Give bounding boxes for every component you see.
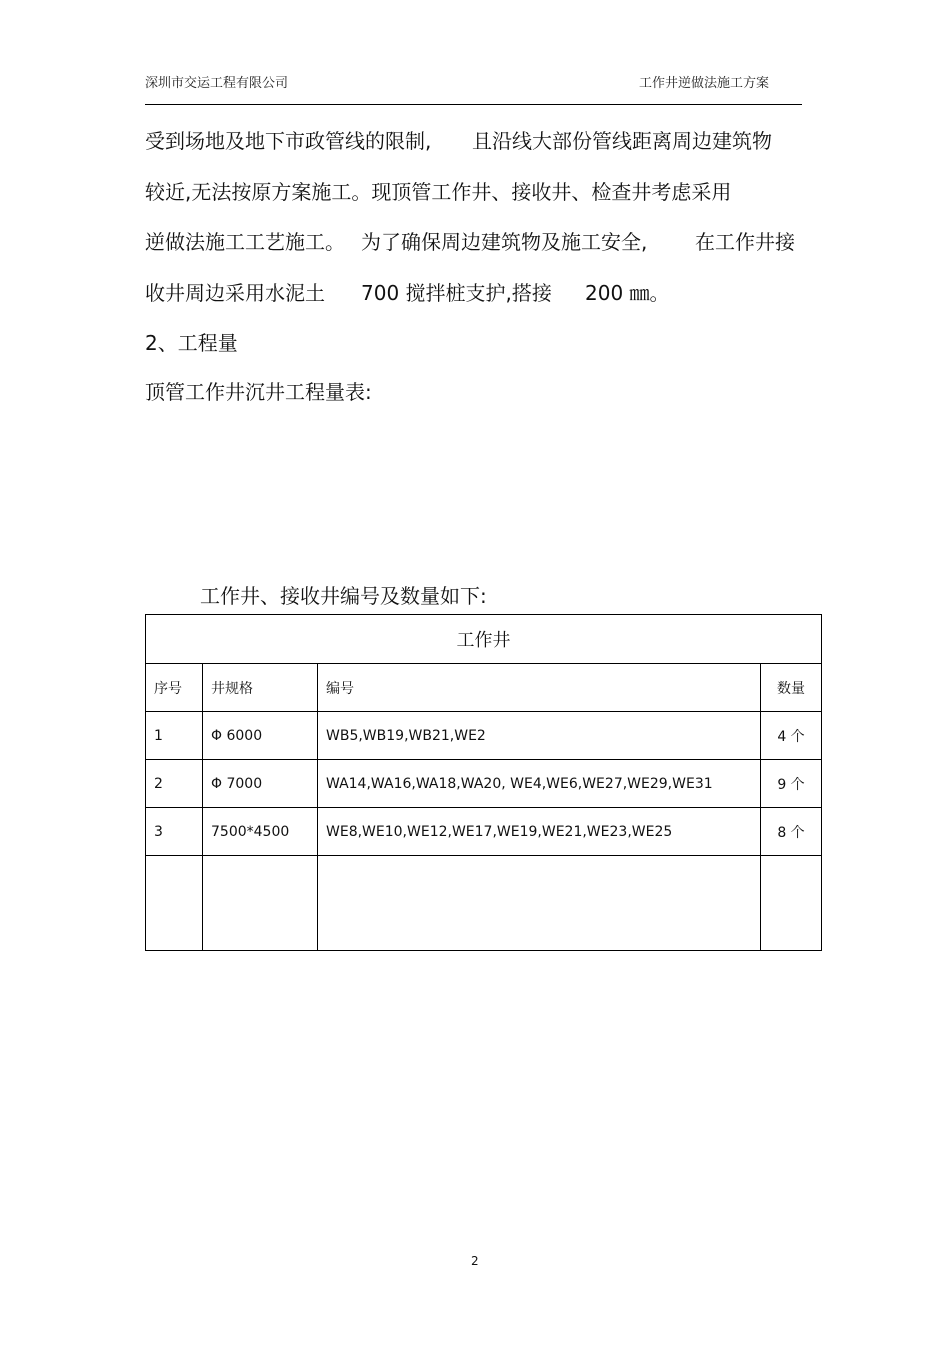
cell-index: 2: [146, 760, 203, 808]
cell-code: WB5,WB19,WB21,WE2: [318, 712, 761, 760]
table-title: 工作井、接收井编号及数量如下:: [200, 584, 487, 608]
well-quantity-table: [145, 614, 822, 951]
table-row: [146, 760, 822, 808]
header-rule: [145, 104, 802, 105]
header-cell-code: 编号: [318, 664, 761, 712]
page-number: 2: [471, 1254, 479, 1268]
table-row: [146, 712, 822, 760]
header-doc-title: 工作井逆做法施工方案: [639, 76, 770, 91]
cell-count: 4 个: [761, 712, 822, 760]
table-caption: 工作井: [146, 615, 822, 664]
table-caption-row: [146, 615, 822, 664]
table-header-row: [146, 664, 822, 712]
line-3-part-b: 为了确保周边建筑物及施工安全,: [361, 230, 648, 254]
line-4-part-b: 700 搅拌桩支护,搭接: [361, 281, 552, 305]
cell-spec: Φ 7000: [203, 760, 318, 808]
cell-index: [146, 856, 203, 951]
paragraph-line-2: 较近,无法按原方案施工。现顶管工作井、接收井、检查井考虑采用: [145, 180, 732, 204]
line-4-part-a: 收井周边采用水泥土: [145, 281, 325, 305]
cell-code: [318, 856, 761, 951]
header-cell-spec: 井规格: [203, 664, 318, 712]
header-company: 深圳市交运工程有限公司: [145, 76, 289, 91]
cell-code: WA14,WA16,WA18,WA20, WE4,WE6,WE27,WE29,WE31: [318, 760, 761, 808]
cell-index: 3: [146, 808, 203, 856]
header-cell-count: 数量: [761, 664, 822, 712]
line-4-part-c: 200 ㎜。: [585, 281, 670, 305]
line-1-part-a: 受到场地及地下市政管线的限制,: [145, 129, 432, 153]
line-3-part-a: 逆做法施工工艺施工。: [145, 230, 345, 254]
line-3-part-c: 在工作井接: [695, 230, 795, 254]
table-intro: 顶管工作井沉井工程量表:: [145, 380, 372, 404]
cell-spec: [203, 856, 318, 951]
cell-spec: Φ 6000: [203, 712, 318, 760]
line-1-part-b: 且沿线大部份管线距离周边建筑物: [472, 129, 772, 153]
cell-index: 1: [146, 712, 203, 760]
cell-count: [761, 856, 822, 951]
section-heading: 2、工程量: [145, 331, 238, 355]
cell-count: 8 个: [761, 808, 822, 856]
cell-count: 9 个: [761, 760, 822, 808]
header-cell-index: 序号: [146, 664, 203, 712]
cell-spec: 7500*4500: [203, 808, 318, 856]
cell-code: WE8,WE10,WE12,WE17,WE19,WE21,WE23,WE25: [318, 808, 761, 856]
table-row-empty: [146, 856, 822, 951]
table-row: [146, 808, 822, 856]
